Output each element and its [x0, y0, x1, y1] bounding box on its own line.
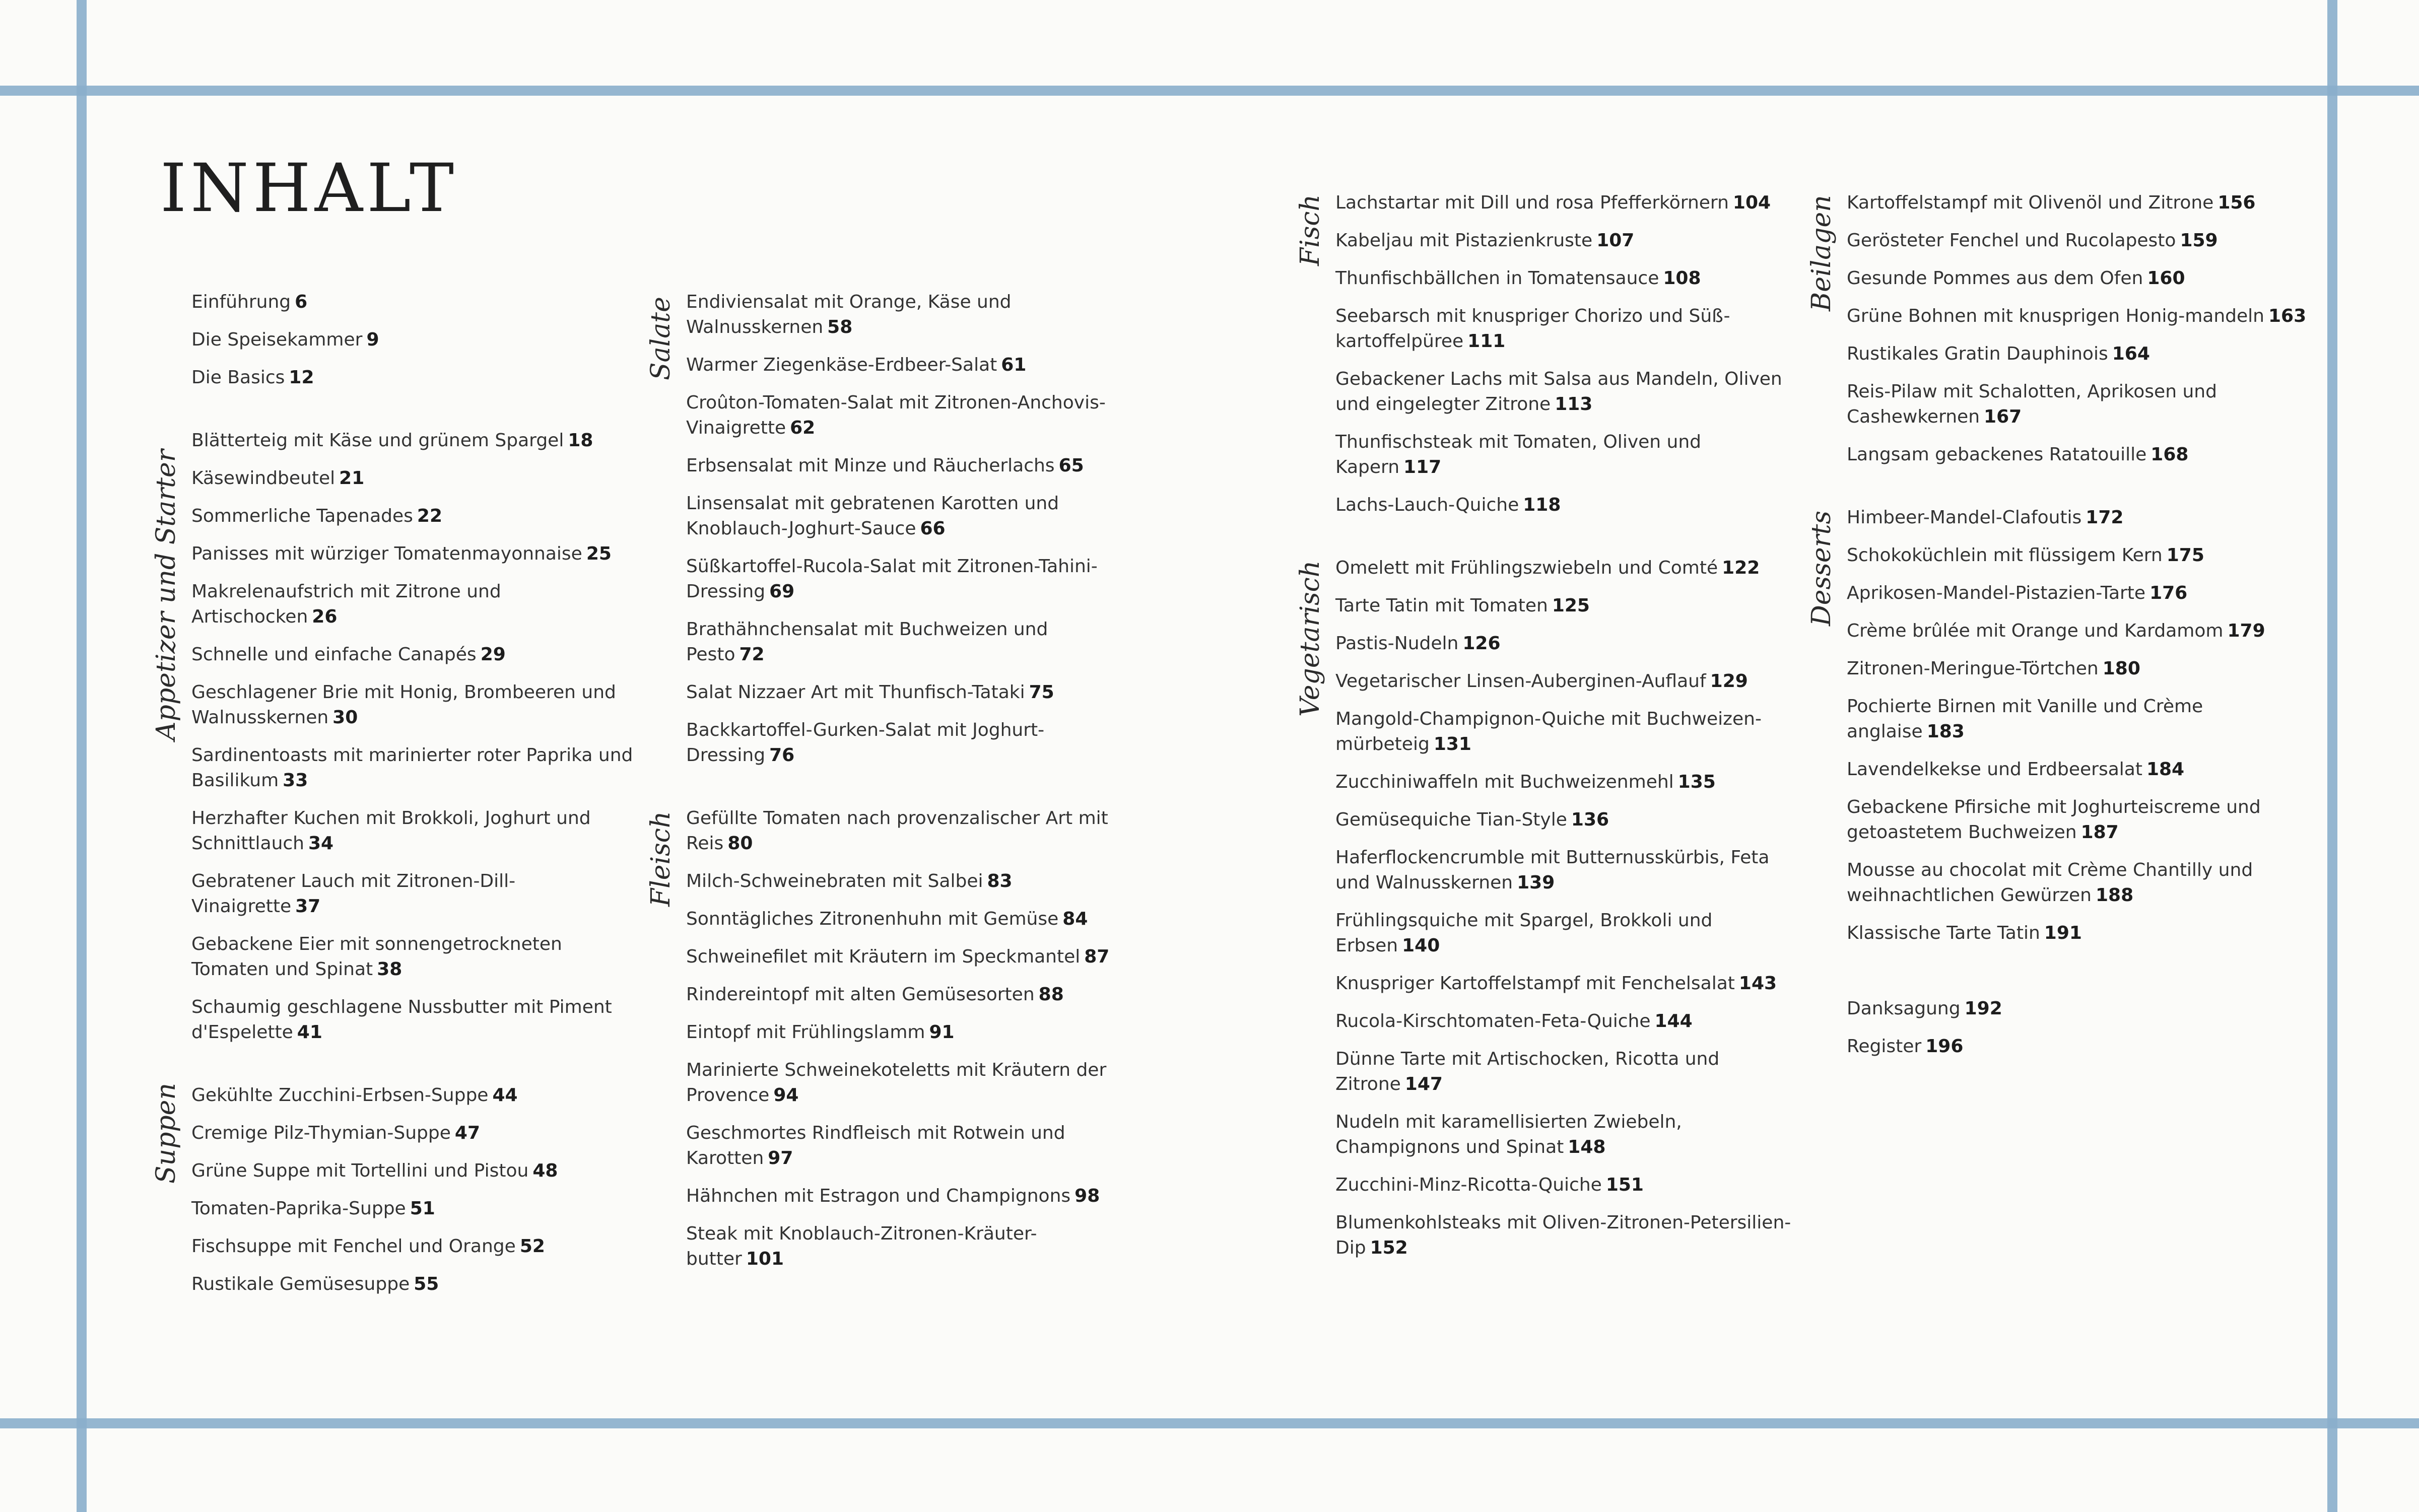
toc-entry[interactable]	[686, 944, 1129, 970]
entry-page: 113	[1555, 394, 1593, 415]
entry-title: Aprikosen-Mandel-Pistazien-Tarte	[1847, 583, 2146, 603]
entry-title: Brathähnchensalat mit Buchweizen und Pesto	[686, 619, 1048, 665]
entry-page: 148	[1568, 1137, 1606, 1157]
toc-entry[interactable]	[191, 642, 635, 667]
toc-entry[interactable]	[686, 453, 1129, 478]
toc-entry[interactable]	[191, 579, 635, 630]
entry-page: 156	[2218, 192, 2256, 213]
entry-page: 104	[1732, 192, 1771, 213]
toc-entry[interactable]	[686, 680, 1129, 705]
section-fisch	[1295, 190, 1799, 518]
toc-entry[interactable]	[191, 504, 635, 529]
toc-entry[interactable]	[1335, 228, 1799, 253]
toc-entry[interactable]	[1335, 1173, 1799, 1198]
entry-page: 34	[308, 833, 334, 854]
section-intro	[191, 290, 635, 390]
toc-entry[interactable]	[686, 1058, 1129, 1108]
entry-title: Schokoküchlein mit flüssigem Kern	[1847, 545, 2163, 566]
toc-entry[interactable]	[1847, 656, 2310, 681]
entry-title: Haferflockencrumble mit Butternusskürbis, Feta und Walnusskernen	[1335, 847, 1770, 893]
toc-entry[interactable]	[1335, 1009, 1799, 1034]
border-stripe-top	[0, 86, 2419, 96]
entry-title: Gemüsequiche Tian-Style	[1335, 809, 1567, 830]
entry-page: 29	[480, 644, 506, 665]
entry-page: 38	[377, 959, 402, 980]
entry-title: Kabeljau mit Pistazienkruste	[1335, 230, 1593, 251]
entry-page: 83	[987, 871, 1013, 891]
entry-page: 196	[1925, 1036, 1964, 1057]
entry-page: 33	[283, 770, 308, 791]
toc-entry[interactable]	[1335, 631, 1799, 656]
entry-page: 151	[1605, 1175, 1644, 1195]
section-label: Appetizer und Starter	[151, 449, 181, 740]
section-desserts	[1806, 505, 2310, 946]
entry-page: 107	[1596, 230, 1635, 251]
entry-title: Lavendelkekse und Erdbeersalat	[1847, 759, 2142, 780]
entry-page: 126	[1462, 633, 1501, 654]
entry-title: Sommerliche Tapenades	[191, 506, 413, 526]
entry-page: 65	[1058, 455, 1084, 476]
entry-title: Gerösteter Fenchel und Rucolapesto	[1847, 230, 2176, 251]
entry-page: 61	[1001, 355, 1027, 375]
toc-entry[interactable]	[191, 290, 635, 315]
entry-title: Dünne Tarte mit Artischocken, Ricotta und Zitrone	[1335, 1049, 1720, 1094]
entry-title: Kartoffelstampf mit Olivenöl und Zitrone	[1847, 192, 2214, 213]
toc-entry[interactable]	[1847, 442, 2310, 467]
toc-entry[interactable]	[1335, 430, 1799, 480]
entry-page: 55	[414, 1274, 439, 1294]
toc-entry[interactable]	[1335, 669, 1799, 694]
toc-entry[interactable]	[1847, 921, 2310, 946]
toc-entry[interactable]	[191, 806, 635, 856]
toc-entry[interactable]	[686, 491, 1129, 541]
toc-entry[interactable]	[1335, 1047, 1799, 1097]
entry-title: Rucola-Kirschtomaten-Feta-Quiche	[1335, 1011, 1651, 1032]
entry-page: 135	[1677, 772, 1716, 792]
entry-title: Gebratener Lauch mit Zitronen-Dill-Vinaigrette	[191, 871, 516, 917]
entry-page: 26	[312, 606, 338, 627]
section-salate	[646, 290, 1129, 768]
entry-title: Pastis-Nudeln	[1335, 633, 1459, 654]
entry-title: Zitronen-Meringue-Törtchen	[1847, 658, 2099, 679]
entry-title: Rustikale Gemüsesuppe	[191, 1274, 410, 1294]
border-stripe-left	[77, 0, 87, 1512]
toc-entry[interactable]	[1335, 493, 1799, 518]
toc-entry[interactable]	[191, 1083, 635, 1108]
toc-entry[interactable]	[191, 869, 635, 919]
entry-page: 139	[1517, 872, 1555, 893]
entry-list	[191, 290, 635, 390]
toc-entry[interactable]	[191, 1234, 635, 1259]
toc-entry[interactable]	[1847, 505, 2310, 530]
entry-title: Klassische Tarte Tatin	[1847, 923, 2040, 943]
entry-title: Danksagung	[1847, 998, 1961, 1019]
entry-page: 136	[1571, 809, 1609, 830]
entry-page: 48	[532, 1160, 558, 1181]
entry-page: 41	[297, 1022, 322, 1043]
toc-entry[interactable]	[1335, 556, 1799, 581]
entry-title: Die Speisekammer	[191, 329, 363, 350]
entry-title: Gekühlte Zucchini-Erbsen-Suppe	[191, 1085, 489, 1106]
toc-entry[interactable]	[1335, 707, 1799, 757]
entry-title: Milch-Schweinebraten mit Salbei	[686, 871, 983, 891]
toc-entry[interactable]	[191, 1158, 635, 1184]
toc-entry[interactable]	[1847, 304, 2310, 329]
section-beilagen	[1806, 190, 2310, 467]
section-label: Beilagen	[1806, 195, 1837, 311]
entry-title: Hähnchen mit Estragon und Champignons	[686, 1186, 1071, 1206]
entry-page: 183	[1926, 721, 1965, 742]
toc-entry[interactable]	[191, 365, 635, 390]
entry-list	[1335, 556, 1799, 1261]
entry-title: Pochierte Birnen mit Vanille und Crème anglaise	[1847, 696, 2203, 742]
toc-entry[interactable]	[1847, 757, 2310, 782]
toc-entry[interactable]	[686, 1221, 1129, 1272]
entry-title: Schnelle und einfache Canapés	[191, 644, 477, 665]
entry-title: Makrelenaufstrich mit Zitrone und Artischocken	[191, 581, 501, 627]
entry-title: Gebackene Eier mit sonnengetrockneten Tomaten und Spinat	[191, 934, 562, 980]
entry-title: Käsewindbeutel	[191, 468, 335, 489]
entry-title: Mousse au chocolat mit Crème Chantilly und weihnachtlichen Gewürzen	[1847, 860, 2253, 906]
section-label: Suppen	[151, 1083, 181, 1184]
entry-title: Lachs-Lauch-Quiche	[1335, 495, 1519, 515]
toc-entry[interactable]	[1335, 190, 1799, 216]
section-appetizer	[151, 428, 635, 1045]
entry-list	[1847, 190, 2310, 467]
toc-entry[interactable]	[686, 869, 1129, 894]
toc-entry[interactable]	[686, 982, 1129, 1007]
entry-title: Rindereintopf mit alten Gemüsesorten	[686, 984, 1035, 1005]
toc-entry[interactable]	[191, 466, 635, 491]
entry-title: Tomaten-Paprika-Suppe	[191, 1198, 406, 1219]
entry-title: Reis-Pilaw mit Schalotten, Aprikosen und Cashewkernen	[1847, 381, 2217, 427]
entry-page: 62	[790, 418, 816, 438]
toc-entry[interactable]	[686, 617, 1129, 667]
entry-page: 192	[1964, 998, 2002, 1019]
entry-page: 117	[1403, 457, 1442, 477]
section-appendix	[1847, 996, 2310, 1059]
entry-title: Warmer Ziegenkäse-Erdbeer-Salat	[686, 355, 997, 375]
entry-page: 176	[2149, 583, 2188, 603]
toc-entry[interactable]	[1847, 266, 2310, 291]
toc-entry[interactable]	[1847, 341, 2310, 367]
toc-entry[interactable]	[191, 1121, 635, 1146]
entry-title: Sardinentoasts mit marinierter roter Paprika und Basilikum	[191, 745, 633, 791]
toc-entry[interactable]	[686, 1184, 1129, 1209]
entry-list	[1847, 505, 2310, 946]
toc-entry[interactable]	[191, 932, 635, 982]
entry-title: Herzhafter Kuchen mit Brokkoli, Joghurt und Schnittlauch	[191, 808, 591, 854]
toc-entry[interactable]	[1847, 694, 2310, 744]
entry-page: 108	[1663, 268, 1701, 289]
entry-page: 69	[769, 581, 795, 602]
toc-column-2	[646, 290, 1129, 1284]
entry-page: 111	[1467, 331, 1506, 352]
entry-page: 147	[1404, 1074, 1443, 1094]
entry-page: 97	[768, 1148, 793, 1169]
entry-page: 76	[769, 745, 795, 766]
entry-list	[1847, 996, 2310, 1059]
entry-title: Frühlingsquiche mit Spargel, Brokkoli und Erbsen	[1335, 910, 1713, 956]
page-title: INHALT	[160, 150, 458, 227]
toc-entry[interactable]	[1847, 228, 2310, 253]
entry-title: Omelett mit Frühlingszwiebeln und Comté	[1335, 558, 1718, 578]
entry-title: Mangold-Champignon-Quiche mit Buchweizen-mürbeteig	[1335, 709, 1762, 754]
entry-page: 163	[2268, 306, 2307, 326]
entry-title: Nudeln mit karamellisierten Zwiebeln, Champignons und Spinat	[1335, 1112, 1682, 1157]
entry-page: 75	[1029, 682, 1054, 703]
toc-entry[interactable]	[1335, 266, 1799, 291]
entry-title: Steak mit Knoblauch-Zitronen-Kräuter-butter	[686, 1223, 1037, 1269]
section-vegetarisch	[1295, 556, 1799, 1261]
entry-title: Zucchini-Minz-Ricotta-Quiche	[1335, 1175, 1602, 1195]
entry-page: 118	[1523, 495, 1561, 515]
toc-entry[interactable]	[1335, 1110, 1799, 1160]
entry-page: 179	[2227, 621, 2265, 641]
entry-title: Register	[1847, 1036, 1922, 1057]
entry-page: 47	[454, 1123, 480, 1143]
entry-page: 21	[339, 468, 365, 489]
entry-title: Gefüllte Tomaten nach provenzalischer Art mit Reis	[686, 808, 1108, 854]
entry-page: 180	[2102, 658, 2140, 679]
entry-page: 184	[2146, 759, 2185, 780]
entry-page: 152	[1370, 1238, 1408, 1258]
entry-page: 91	[929, 1022, 955, 1043]
toc-column-4	[1806, 190, 2310, 1072]
entry-title: Rustikales Gratin Dauphinois	[1847, 343, 2108, 364]
entry-page: 122	[1722, 558, 1760, 578]
toc-entry[interactable]	[686, 907, 1129, 932]
entry-title: Grüne Suppe mit Tortellini und Pistou	[191, 1160, 529, 1181]
entry-title: Die Basics	[191, 367, 285, 388]
entry-page: 191	[2044, 923, 2082, 943]
entry-page: 129	[1710, 671, 1748, 692]
entry-title: Gesunde Pommes aus dem Ofen	[1847, 268, 2143, 289]
border-stripe-right	[2327, 0, 2337, 1512]
section-label: Desserts	[1806, 510, 1837, 626]
entry-page: 87	[1084, 946, 1110, 967]
entry-title: Knuspriger Kartoffelstampf mit Fenchelsalat	[1335, 973, 1735, 994]
toc-entry[interactable]	[1847, 1034, 2310, 1059]
entry-page: 6	[295, 292, 308, 312]
entry-title: Geschlagener Brie mit Honig, Brombeeren und Walnusskernen	[191, 682, 616, 728]
entry-page: 172	[2086, 507, 2124, 528]
entry-title: Salat Nizzaer Art mit Thunfisch-Tataki	[686, 682, 1025, 703]
entry-title: Fischsuppe mit Fenchel und Orange	[191, 1236, 516, 1257]
toc-entry[interactable]	[191, 743, 635, 793]
section-suppen	[151, 1083, 635, 1297]
toc-entry[interactable]	[1335, 770, 1799, 795]
section-label: Fleisch	[646, 811, 676, 907]
section-label: Fisch	[1295, 194, 1325, 266]
entry-page: 175	[2166, 545, 2204, 566]
toc-entry[interactable]	[1847, 858, 2310, 908]
entry-title: Geschmortes Rindfleisch mit Rotwein und Karotten	[686, 1123, 1065, 1169]
entry-title: Süßkartoffel-Rucola-Salat mit Zitronen-Tahini-Dressing	[686, 556, 1098, 602]
toc-entry[interactable]	[1335, 971, 1799, 996]
toc-entry[interactable]	[1847, 581, 2310, 606]
entry-page: 131	[1433, 734, 1471, 754]
entry-list	[686, 806, 1129, 1272]
entry-title: Lachstartar mit Dill und rosa Pfefferkörnern	[1335, 192, 1729, 213]
entry-list	[1335, 190, 1799, 518]
toc-entry[interactable]	[1335, 367, 1799, 417]
toc-entry[interactable]	[191, 541, 635, 567]
entry-page: 25	[586, 543, 612, 564]
entry-page: 125	[1552, 595, 1590, 616]
section-fleisch	[646, 806, 1129, 1272]
entry-page: 51	[410, 1198, 435, 1219]
toc-entry[interactable]	[686, 806, 1129, 856]
border-stripe-bottom	[0, 1418, 2419, 1428]
entry-page: 160	[2147, 268, 2185, 289]
entry-title: Grüne Bohnen mit knusprigen Honig-mandeln	[1847, 306, 2264, 326]
entry-title: Marinierte Schweinekoteletts mit Kräutern der Provence	[686, 1060, 1107, 1106]
toc-column-3	[1295, 190, 1799, 1273]
entry-page: 187	[2080, 822, 2119, 843]
entry-page: 22	[417, 506, 443, 526]
entry-page: 30	[332, 707, 358, 728]
entry-title: Crème brûlée mit Orange und Kardamom	[1847, 621, 2224, 641]
entry-list	[191, 1083, 635, 1297]
entry-title: Erbsensalat mit Minze und Räucherlachs	[686, 455, 1055, 476]
toc-entry[interactable]	[686, 1020, 1129, 1045]
toc-entry[interactable]	[686, 554, 1129, 604]
entry-page: 159	[2180, 230, 2218, 251]
toc-column-1	[151, 290, 635, 1310]
entry-page: 84	[1062, 909, 1088, 929]
entry-title: Einführung	[191, 292, 291, 312]
entry-title: Blätterteig mit Käse und grünem Spargel	[191, 430, 564, 451]
toc-entry[interactable]	[1335, 304, 1799, 354]
entry-page: 94	[773, 1085, 799, 1106]
entry-title: Himbeer-Mandel-Clafoutis	[1847, 507, 2082, 528]
toc-entry[interactable]	[1847, 618, 2310, 644]
entry-page: 66	[920, 518, 946, 539]
entry-title: Endiviensalat mit Orange, Käse und Walnusskernen	[686, 292, 1012, 337]
entry-page: 72	[739, 644, 765, 665]
toc-entry[interactable]	[686, 353, 1129, 378]
entry-page: 143	[1738, 973, 1777, 994]
entry-title: Thunfischsteak mit Tomaten, Oliven und Kapern	[1335, 432, 1702, 477]
entry-page: 88	[1038, 984, 1064, 1005]
toc-entry[interactable]	[1847, 795, 2310, 845]
entry-title: Backkartoffel-Gurken-Salat mit Joghurt-Dressing	[686, 720, 1045, 766]
entry-title: Panisses mit würziger Tomatenmayonnaise	[191, 543, 582, 564]
toc-entry[interactable]	[191, 680, 635, 730]
toc-entry[interactable]	[191, 327, 635, 353]
entry-title: Langsam gebackenes Ratatouille	[1847, 444, 2147, 465]
toc-entry[interactable]	[191, 995, 635, 1045]
toc-entry[interactable]	[191, 1196, 635, 1221]
toc-entry[interactable]	[1335, 807, 1799, 833]
entry-page: 98	[1074, 1186, 1100, 1206]
toc-entry[interactable]	[191, 1272, 635, 1297]
entry-page: 52	[519, 1236, 545, 1257]
entry-page: 37	[295, 896, 321, 917]
entry-page: 12	[289, 367, 314, 388]
entry-page: 9	[366, 329, 379, 350]
entry-title: Cremige Pilz-Thymian-Suppe	[191, 1123, 451, 1143]
entry-title: Thunfischbällchen in Tomatensauce	[1335, 268, 1659, 289]
entry-title: Gebackene Pfirsiche mit Joghurteiscreme und getoastetem Buchweizen	[1847, 797, 2261, 843]
toc-entry[interactable]	[1847, 996, 2310, 1021]
entry-page: 168	[2151, 444, 2189, 465]
entry-title: Sonntägliches Zitronenhuhn mit Gemüse	[686, 909, 1059, 929]
toc-entry[interactable]	[686, 1121, 1129, 1171]
toc-entry[interactable]	[1847, 379, 2310, 430]
entry-page: 18	[568, 430, 593, 451]
section-label: Salate	[646, 297, 676, 380]
toc-entry[interactable]	[1847, 190, 2310, 216]
entry-title: Seebarsch mit knuspriger Chorizo und Süß-kartoffelpüree	[1335, 306, 1730, 352]
entry-page: 144	[1654, 1011, 1693, 1032]
entry-title: Schweinefilet mit Kräutern im Speckmantel	[686, 946, 1081, 967]
toc-entry[interactable]	[1335, 908, 1799, 958]
entry-title: Zucchiniwaffeln mit Buchweizenmehl	[1335, 772, 1674, 792]
toc-entry[interactable]	[191, 428, 635, 453]
entry-list	[191, 428, 635, 1045]
entry-list	[686, 290, 1129, 768]
toc-entry[interactable]	[1847, 543, 2310, 568]
toc-entry[interactable]	[686, 290, 1129, 340]
entry-title: Blumenkohlsteaks mit Oliven-Zitronen-Petersilien-Dip	[1335, 1212, 1791, 1258]
toc-entry[interactable]	[1335, 845, 1799, 896]
entry-page: 101	[746, 1249, 784, 1269]
entry-title: Linsensalat mit gebratenen Karotten und Knoblauch-Joghurt-Sauce	[686, 493, 1059, 539]
entry-page: 164	[2112, 343, 2150, 364]
entry-title: Tarte Tatin mit Tomaten	[1335, 595, 1548, 616]
toc-entry[interactable]	[686, 390, 1129, 441]
entry-page: 44	[492, 1085, 518, 1106]
entry-page: 80	[727, 833, 753, 854]
entry-title: Schaumig geschlagene Nussbutter mit Piment d'Espelette	[191, 997, 612, 1043]
entry-title: Gebackener Lachs mit Salsa aus Mandeln, Oliven und eingelegter Zitrone	[1335, 369, 1782, 415]
toc-entry[interactable]	[1335, 593, 1799, 618]
entry-title: Croûton-Tomaten-Salat mit Zitronen-Anchovis-Vinaigrette	[686, 392, 1106, 438]
entry-page: 188	[2096, 885, 2134, 906]
entry-page: 167	[1984, 406, 2022, 427]
entry-title: Eintopf mit Frühlingslamm	[686, 1022, 925, 1043]
toc-entry[interactable]	[686, 718, 1129, 768]
toc-entry[interactable]	[1335, 1210, 1799, 1261]
entry-page: 140	[1402, 935, 1440, 956]
entry-title: Vegetarischer Linsen-Auberginen-Auflauf	[1335, 671, 1706, 692]
section-label: Vegetarisch	[1295, 560, 1325, 717]
entry-page: 58	[827, 317, 853, 337]
